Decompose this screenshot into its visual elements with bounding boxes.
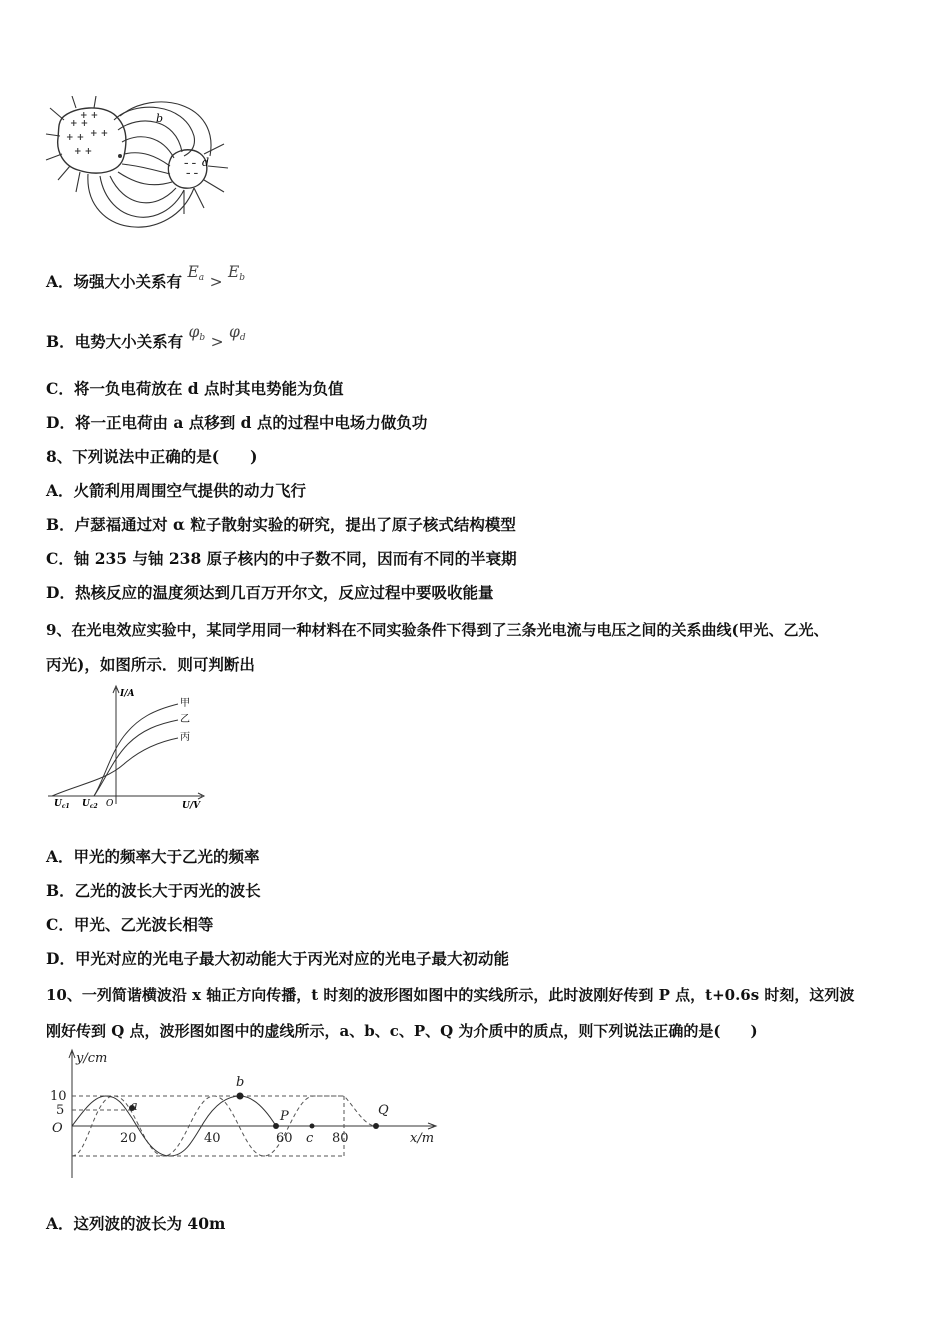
x-tick-40: 40: [204, 1131, 221, 1146]
q7-option-b: [46, 323, 246, 358]
math-lhs: E: [187, 263, 199, 281]
electric-field-figure: [44, 96, 234, 246]
wave-graph: [44, 1046, 444, 1186]
q8-option-c: C．铀 235 与铀 238 原子核内的中子数不同，因而有不同的半衰期: [46, 549, 517, 568]
svg-text:+ +: + +: [74, 147, 93, 157]
q7-option-a: [46, 263, 246, 298]
q8-stem: 8、下列说法中正确的是( ): [46, 447, 258, 466]
point-q-label: Q: [378, 1103, 389, 1118]
x-tick-60: 60: [276, 1131, 293, 1146]
point-a-label: a: [130, 1099, 138, 1114]
origin-label: O: [106, 799, 114, 809]
point-d-label: d: [202, 156, 210, 169]
q8-option-b: B．卢瑟福通过对 α 粒子散射实验的研究，提出了原子核式结构模型: [46, 515, 516, 534]
q9-option-c: C．甲光、乙光波长相等: [46, 915, 214, 934]
y-axis-label: I/A: [120, 689, 135, 699]
option-text: 场强大小关系有: [73, 272, 183, 291]
svg-text:– –: – –: [186, 169, 199, 179]
svg-text:+ +: + +: [66, 133, 85, 143]
x-tick-80: 80: [332, 1131, 349, 1146]
option-text: 电势大小关系有: [74, 332, 184, 351]
curve-bing-label: 丙: [180, 732, 190, 743]
photocurrent-graph: [44, 684, 214, 814]
math-rhs-sub: b: [239, 273, 246, 283]
svg-text:+ +: + +: [70, 119, 89, 129]
point-b-label: b: [236, 1075, 245, 1090]
point-p-label: P: [280, 1109, 289, 1124]
y-axis-label: y/cm: [76, 1051, 108, 1066]
q9-stem-line1: 9、在光电效应实验中，某同学用同一种材料在不同实验条件下得到了三条光电流与电压之间的关系曲线(甲光、乙光、: [46, 621, 829, 639]
svg-text:+ +: + +: [80, 111, 99, 121]
point-b-label: b: [156, 112, 164, 125]
q9-option-d: D．甲光对应的光电子最大初动能大于丙光对应的光电子最大初动能: [46, 949, 509, 968]
math-lhs: φ: [188, 323, 200, 341]
math-rhs: E: [227, 263, 240, 281]
q7-option-d: D．将一正电荷由 a 点移到 d 点的过程中电场力做负功: [46, 413, 428, 432]
uc2-label: $U_{c2}$: [82, 799, 98, 810]
svg-text:– –: – –: [184, 159, 197, 169]
x-axis-label: U/V: [182, 801, 201, 811]
q8-option-d: D．热核反应的温度须达到几百万开尔文，反应过程中要吸收能量: [46, 583, 494, 602]
y-tick-10: 10: [50, 1089, 67, 1104]
math-lhs-sub: a: [198, 273, 205, 283]
q10-stem-line1: 10、一列简谐横波沿 x 轴正方向传播，t 时刻的波形图如图中的实线所示，此时波刚好传到 P 点，t+0.6s 时刻，这列波: [46, 986, 855, 1004]
q8-option-a: A．火箭利用周围空气提供的动力飞行: [46, 481, 307, 500]
curve-jia-label: 甲: [180, 698, 190, 709]
option-letter: B．: [46, 332, 75, 351]
q10-option-a: A．这列波的波长为 40m: [46, 1214, 226, 1233]
math-rhs: φ: [228, 323, 240, 341]
q10-stem-line2: 刚好传到 Q 点，波形图如图中的虚线所示，a、b、c、P、Q 为介质中的质点，则下列说法正确的是( ): [46, 1022, 758, 1040]
q9-stem-line2: 丙光)，如图所示．则可判断出: [46, 655, 255, 674]
q7-option-c: C．将一负电荷放在 d 点时其电势能为负值: [46, 379, 344, 398]
point-c-label: c: [306, 1131, 314, 1146]
math-lhs-sub: b: [199, 333, 206, 343]
x-tick-20: 20: [120, 1131, 137, 1146]
curve-yi-label: 乙: [180, 714, 190, 725]
math-op: >: [209, 273, 223, 291]
q9-option-b: B．乙光的波长大于丙光的波长: [46, 881, 261, 900]
option-letter: A．: [46, 272, 74, 291]
math-rhs-sub: d: [239, 333, 246, 343]
origin-label: O: [52, 1121, 63, 1136]
q9-option-a: A．甲光的频率大于乙光的频率: [46, 847, 260, 866]
svg-text:+ +: + +: [90, 129, 109, 139]
math-op: >: [210, 333, 224, 351]
y-tick-5: 5: [56, 1103, 65, 1118]
x-axis-label: x/m: [410, 1131, 435, 1146]
uc1-label: $U_{c1}$: [54, 799, 70, 810]
